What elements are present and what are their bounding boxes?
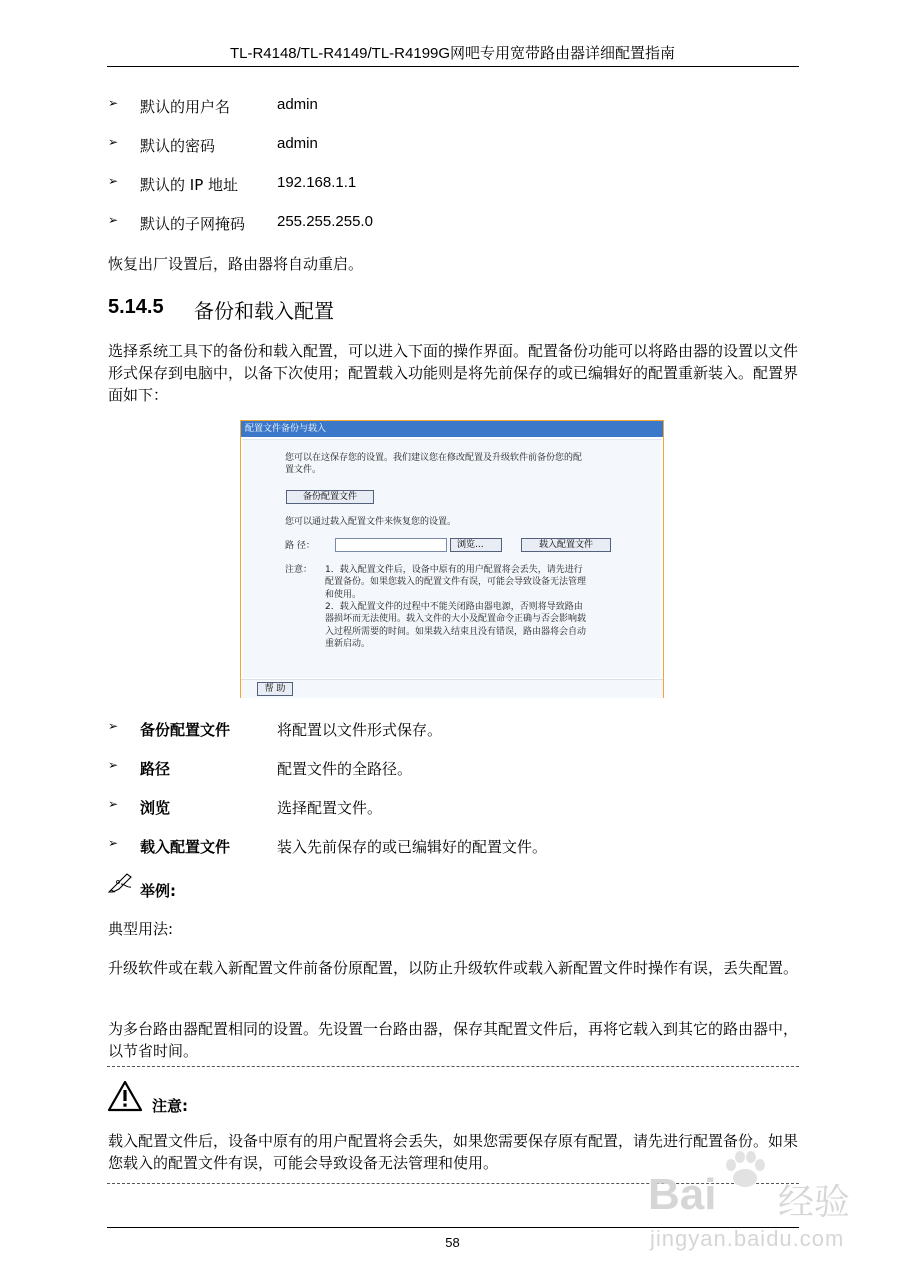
backup-hint-line-1: 您可以在这保存您的设置。我们建议您在修改配置及升级软件前备份您的配	[285, 453, 583, 463]
path-label: 路 径：	[285, 541, 315, 551]
item-load-desc: 装入先前保存的或已编辑好的配置文件。	[277, 838, 548, 856]
path-input[interactable]	[335, 538, 447, 552]
note-line: 器损坏而无法使用。载入文件的大小及配置命令正确与否会影响载	[325, 614, 587, 624]
load-config-button[interactable]: 载入配置文件	[521, 538, 611, 552]
page-header-title: TL-R4148/TL-R4149/TL-R4199G网吧专用宽带路由器详细配置指南	[229, 45, 676, 62]
item-load-row	[108, 836, 798, 858]
warning-icon	[107, 1080, 143, 1112]
example-paragraph-1: 升级软件或在载入新配置文件前备份原配置，以防止升级软件或载入新配置文件时操作有误，丢失配置。	[108, 959, 799, 977]
item-load-term: 载入配置文件	[140, 838, 231, 856]
help-button[interactable]: 帮 助	[257, 682, 293, 696]
arrow-bullet-icon: ➢	[108, 797, 119, 811]
default-ip-term: 默认的 IP 地址	[140, 176, 239, 194]
watermark-url: jingyan.baidu.com	[650, 1226, 845, 1251]
item-backup-desc: 将配置以文件形式保存。	[277, 721, 443, 739]
backup-config-button[interactable]: 备份配置文件	[286, 490, 374, 504]
default-mask-row	[108, 213, 798, 235]
panel-title: 配置文件备份与载入	[241, 421, 663, 437]
intro-paragraph: 选择系统工具下的备份和载入配置，可以进入下面的操作界面。配置备份功能可以将路由器的设置以文件形式保存到电脑中，以备下次使用；配置载入功能则是将先前保存的或已编辑好的配置重新装入。配置界面如下：	[108, 342, 799, 404]
arrow-bullet-icon: ➢	[108, 135, 119, 149]
backup-hint-line-2: 置文件。	[285, 465, 322, 475]
note-line: 配置备份。如果您载入的配置文件有误，可能会导致设备无法管理	[325, 577, 587, 587]
notice-label: 注意:	[152, 1097, 188, 1115]
watermark-brand: Bai	[648, 1170, 717, 1219]
arrow-bullet-icon: ➢	[108, 719, 119, 733]
item-browse-row	[108, 797, 798, 819]
item-browse-desc: 选择配置文件。	[277, 799, 383, 817]
footer-rule	[107, 1227, 799, 1228]
default-ip-value: 192.168.1.1	[277, 174, 357, 191]
note-line: 入过程所需要的时间。如果载入结束且没有错误，路由器将会自动	[325, 627, 587, 637]
header-rule	[107, 66, 799, 67]
arrow-bullet-icon: ➢	[108, 758, 119, 772]
arrow-bullet-icon: ➢	[108, 213, 119, 227]
section-number: 5.14.5	[108, 296, 164, 318]
default-mask-term: 默认的子网掩码	[140, 215, 246, 233]
default-password-value: admin	[277, 135, 318, 152]
section-title: 备份和载入配置	[194, 299, 334, 323]
pen-note-icon	[107, 872, 135, 894]
item-path-term: 路径	[140, 760, 171, 778]
default-username-row	[108, 96, 798, 118]
example-paragraph-2: 为多台路由器配置相同的设置。先设置一台路由器，保存其配置文件后，再将它载入到其它的路由器中，以节省时间。	[108, 1020, 799, 1060]
item-backup-term: 备份配置文件	[140, 721, 231, 739]
default-ip-row	[108, 174, 798, 196]
usage-title: 典型用法:	[108, 920, 174, 938]
default-username-term: 默认的用户名	[140, 98, 231, 116]
notice-text: 载入配置文件后，设备中原有的用户配置将会丢失，如果您需要保存原有配置，请先进行配置备份。如果您载入的配置文件有误，可能会导致设备无法管理和使用。	[108, 1132, 799, 1172]
item-path-row	[108, 758, 798, 780]
default-password-row	[108, 135, 798, 157]
note-line: 和使用。	[325, 590, 362, 600]
note-label: 注意：	[285, 565, 313, 575]
reset-note: 恢复出厂设置后，路由器将自动重启。	[108, 255, 364, 273]
example-label: 举例:	[140, 882, 176, 900]
item-browse-term: 浏览	[140, 799, 171, 817]
note-line: 2．载入配置文件的过程中不能关闭路由器电源，否则将导致路由	[325, 602, 583, 612]
arrow-bullet-icon: ➢	[108, 174, 119, 188]
restore-hint: 您可以通过载入配置文件来恢复您的设置。	[285, 517, 457, 527]
browse-button[interactable]: 浏览...	[450, 538, 502, 552]
arrow-bullet-icon: ➢	[108, 836, 119, 850]
paw-logo-icon	[718, 1150, 772, 1190]
default-username-value: admin	[277, 96, 318, 113]
page-number: 58	[445, 1235, 460, 1250]
notice-top-dashed-rule	[107, 1066, 799, 1067]
section-heading	[108, 296, 334, 323]
note-line: 重新启动。	[325, 639, 371, 649]
config-backup-panel	[240, 420, 664, 698]
default-password-term: 默认的密码	[140, 137, 216, 155]
item-path-desc: 配置文件的全路径。	[277, 760, 413, 778]
panel-body	[243, 439, 661, 678]
panel-footer	[241, 679, 663, 698]
item-backup-row	[108, 719, 798, 741]
default-mask-value: 255.255.255.0	[277, 213, 373, 230]
watermark-brand-cn: 经验	[778, 1182, 851, 1223]
arrow-bullet-icon: ➢	[108, 96, 119, 110]
note-line: 1．载入配置文件后，设备中原有的用户配置将会丢失，请先进行	[325, 565, 583, 575]
